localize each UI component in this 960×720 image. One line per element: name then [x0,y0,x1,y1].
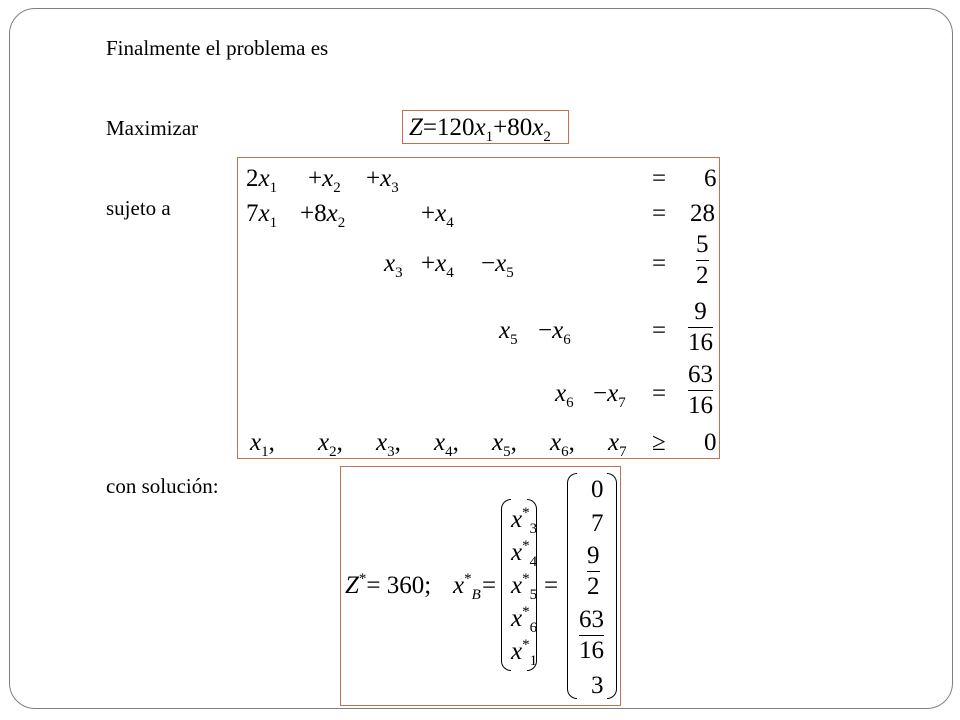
row6-var-x5: $x_5$, [492,429,517,460]
right-paren-values [607,473,617,699]
row2-rhs: 28 [690,200,715,227]
left-paren-values [567,473,577,699]
row6-var-x7: $x_7$ [608,429,627,460]
equals-2: = [544,572,559,599]
solution-label: con solución: [106,474,219,498]
row2-term-x4: $+x_4$ [421,200,454,231]
row4-eq: = [652,317,667,344]
row3-term-x3: $x_3$ [384,250,403,281]
row6-var-x3: $x_3$, [376,429,401,460]
basis-var-x3: $x^*_3$ [511,505,538,537]
maximize-label: Maximizar [106,116,199,140]
row1-eq: = [652,165,667,192]
objective-function: $Z=120x_1+80x_2$ [409,114,551,145]
value-x6-fraction: 63 16 [579,606,604,664]
heading-text: Finalmente el problema es [106,36,329,60]
basis-var-x1: $x^*_1$ [511,637,538,669]
row5-rhs-fraction: 63 16 [688,361,713,419]
value-x3: 0 [591,476,604,503]
basis-vector-label: $x^*_B$ [453,571,481,603]
optimal-z: Z*= 360; [345,571,432,599]
row6-var-x1: $x_1$, [250,429,275,460]
row3-eq: = [652,250,667,277]
value-x1: 3 [591,672,604,699]
row1-term-x3: $+x_3$ [366,165,399,196]
row4-rhs-fraction: 9 16 [688,298,713,356]
row5-term-x7: $-x_7$ [593,380,626,411]
row3-rhs-fraction: 5 2 [696,231,709,289]
constraints-box [237,157,720,459]
row3-term-x4: $+x_4$ [421,250,454,281]
row1-rhs: 6 [704,165,717,192]
objective-box [402,110,569,144]
row2-term-x1: $7x_1$ [246,200,278,231]
row5-eq: = [652,380,667,407]
basis-var-x4: $x^*_4$ [511,538,538,570]
basis-var-x6: $x^*_6$ [511,604,538,636]
row2-eq: = [652,200,667,227]
value-x5-fraction: 9 2 [587,542,600,600]
row5-term-x6: $x_6$ [555,380,574,411]
value-x4: 7 [591,510,604,537]
row2-term-x2: $+8x_2$ [300,200,346,231]
solution-box [340,466,621,706]
subject-to-label: sujeto a [106,196,171,220]
row6-var-x2: $x_2$, [318,429,343,460]
equals-1: = [482,572,497,599]
left-paren-basis [501,499,511,671]
row1-term-x1: $2x_1$ [246,165,278,196]
row6-var-x6: $x_6$, [550,429,575,460]
row3-term-x5: $-x_5$ [481,250,514,281]
row6-geq: ≥ [652,429,666,456]
row6-rhs: 0 [704,429,717,456]
row4-term-x6: $-x_6$ [538,317,571,348]
row6-var-x4: $x_4$, [434,429,459,460]
basis-var-x5: $x^*_5$ [511,571,538,603]
row4-term-x5: $x_5$ [499,317,518,348]
row1-term-x2: $+x_2$ [308,165,341,196]
